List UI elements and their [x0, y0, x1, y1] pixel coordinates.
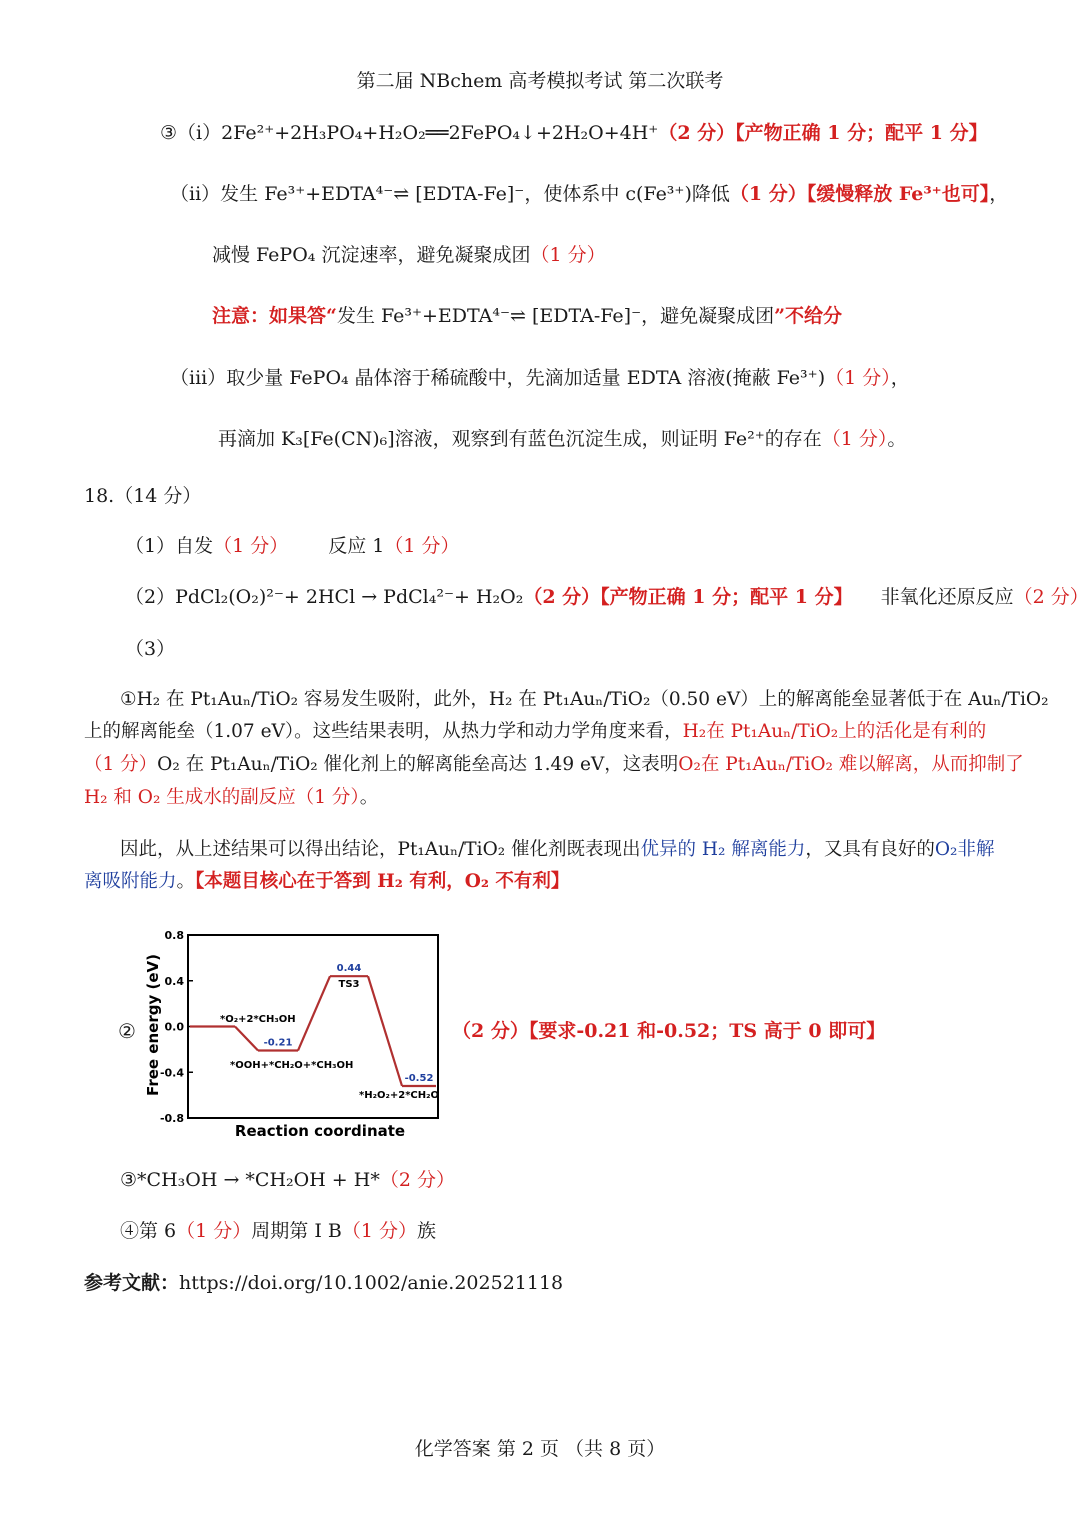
state-label-3: TS3 [338, 979, 360, 990]
state-label-1: *O₂+2*CH₃OH [220, 1014, 296, 1025]
q17-line-6 [218, 426, 906, 452]
q18-part-4-b: 周期第 I B [251, 1220, 342, 1242]
value-label-0: -0.21 [263, 1037, 293, 1049]
state-label-2: *OOH+*CH₂O+*CH₃OH [230, 1060, 354, 1071]
value-label-2: -0.52 [404, 1072, 434, 1084]
q18-part-4 [120, 1218, 436, 1244]
q18-part-1 [125, 533, 460, 559]
value-label-1: 0.44 [336, 963, 362, 975]
q18-part-4-score-a: （1 分） [176, 1220, 252, 1242]
q18-part-2-type: 非氧化还原反应 [880, 586, 1014, 608]
q18-para1-line-3-red: O₂在 Pt₁Auₙ/TiO₂ 难以解离，从而抑制了 [678, 754, 1024, 775]
q18-part-2-type-score: （2 分） [1013, 586, 1089, 608]
energy-profile-chart [140, 925, 450, 1145]
y-tick-label-4: -0.8 [159, 1112, 184, 1125]
q18-para2-line-2-note: 【本题目核心在于答到 H₂ 有利，O₂ 不有利】 [195, 871, 570, 892]
q17-line-2 [170, 181, 1008, 207]
q18-para2-line-2 [84, 869, 569, 895]
reference-label: 参考文献： [84, 1272, 180, 1294]
q18-part-4-score-b: （1 分） [341, 1220, 417, 1242]
q18-para1-line-4 [84, 785, 378, 811]
q17-line-5-text: （iii）取少量 FePO₄ 晶体溶于稀硫酸中，先滴加适量 EDTA 溶液(掩蔽 Fe³⁺) [170, 367, 826, 389]
q18-part-1-a: （1）自发 [125, 535, 214, 557]
q18-para1-line-4-punct: 。 [359, 787, 379, 808]
q17-line-5-punct: ， [890, 367, 910, 389]
q18-part-3-c-score: （2 分） [379, 1169, 455, 1191]
q18-para1-line-4-score: （1 分） [295, 787, 360, 808]
q17-note-suffix: ”不给分 [774, 305, 843, 327]
q17-line-1-score: （2 分）【产物正确 1 分；配平 1 分】 [658, 122, 988, 144]
energy-connector-2 [368, 976, 402, 1086]
q17-line-2-text: （ii）发生 Fe³⁺+EDTA⁴⁻⇌ [EDTA-Fe]⁻，使体系中 c(Fe³⁺)降低 [170, 183, 730, 205]
energy-connector-0 [235, 1027, 258, 1051]
page-title: 第二届 NBchem 高考模拟考试 第二次联考 [356, 70, 724, 92]
q18-para1-line-2 [84, 719, 986, 745]
q18-para1-line-4-red: H₂ 和 O₂ 生成水的副反应 [84, 787, 296, 808]
energy-connector-1 [298, 976, 330, 1050]
q18-para2-line-2-blue: 离吸附能力 [84, 871, 177, 892]
y-tick-label-2: 0.0 [164, 1020, 184, 1034]
q17-line-6-text: 再滴加 K₃[Fe(CN)₆]溶液，观察到有蓝色沉淀生成，则证明 Fe²⁺的存在 [218, 428, 822, 450]
q18-circle-2: ② [118, 1019, 136, 1043]
q18-para1-line-2-red: H₂在 Pt₁Auₙ/TiO₂上的活化是有利的 [682, 721, 987, 742]
y-tick-label-3: -0.4 [159, 1066, 184, 1080]
page-footer: 化学答案 第 2 页 （共 8 页） [414, 1438, 666, 1460]
chart-xlabel: Reaction coordinate [234, 1122, 406, 1140]
q18-part-2 [125, 584, 1089, 610]
q18-para1-line-3-score: （1 分） [84, 754, 158, 775]
q17-line-1-text: ③（i）2Fe²⁺+2H₃PO₄+H₂O₂══2FePO₄↓+2H₂O+4H⁺ [160, 122, 659, 144]
q17-line-3-text: 减慢 FePO₄ 沉淀速率，避免凝聚成团 [212, 244, 531, 266]
q18-part-1-score-a: （1 分） [213, 535, 289, 557]
q17-line-6-punct: 。 [887, 428, 907, 450]
q18-heading: 18.（14 分） [84, 485, 202, 507]
q18-part-4-a: ④第 6 [120, 1220, 177, 1242]
q17-note-prefix: 注意：如果答“ [212, 305, 337, 327]
state-label-4: *H₂O₂+2*CH₂O [359, 1090, 440, 1101]
q18-para1-line-3 [84, 752, 1024, 778]
q18-para2-line-1 [120, 837, 994, 863]
q17-note [212, 303, 842, 329]
q18-part-3-label: （3） [125, 638, 176, 660]
q18-para1-line-2-text: 上的解离能垒（1.07 eV）。这些结果表明，从热力学和动力学角度来看， [84, 721, 683, 742]
chart-score-note: （2 分）【要求-0.21 和-0.52；TS 高于 0 即可】 [452, 1020, 886, 1042]
q18-para1-line-3-text: O₂ 在 Pt₁Auₙ/TiO₂ 催化剂上的解离能垒高达 1.49 eV，这表明 [157, 754, 679, 775]
q17-line-2-score: （1 分）【缓慢释放 Fe³⁺也可】 [729, 183, 990, 205]
q18-para2-line-1-blue-2: O₂非解 [934, 839, 995, 860]
y-tick-label-1: 0.4 [164, 974, 184, 988]
q17-line-3 [212, 242, 606, 268]
q17-line-3-score: （1 分） [530, 244, 606, 266]
y-tick-label-0: 0.8 [164, 929, 184, 942]
q18-part-1-score-b: （1 分） [384, 535, 460, 557]
q18-part-4-c: 族 [416, 1220, 436, 1242]
q18-para2-line-1-mid: ，又具有良好的 [805, 839, 935, 860]
q17-line-1 [160, 120, 988, 146]
q17-line-2-punct: ， [989, 183, 1009, 205]
q17-note-quote: 发生 Fe³⁺+EDTA⁴⁻⇌ [EDTA-Fe]⁻，避免凝聚成团 [336, 305, 775, 327]
q18-part-2-score: （2 分）【产物正确 1 分；配平 1 分】 [523, 586, 853, 608]
q17-line-6-score: （1 分） [821, 428, 888, 450]
chart-ylabel: Free energy (eV) [144, 954, 162, 1096]
q18-part-2-equation: （2）PdCl₂(O₂)²⁻+ 2HCl → PdCl₄²⁻+ H₂O₂ [125, 586, 524, 608]
q17-line-5 [170, 365, 910, 391]
q18-para2-line-2-punct: 。 [176, 871, 196, 892]
q17-line-5-score: （1 分） [825, 367, 891, 389]
q18-part-3-c [120, 1167, 455, 1193]
q18-para1-line-1: ①H₂ 在 Pt₁Auₙ/TiO₂ 容易发生吸附，此外，H₂ 在 Pt₁Auₙ/TiO₂（0.50 eV）上的解离能垒显著低于在 Auₙ/TiO₂ [120, 689, 1049, 710]
q18-para2-line-1-blue: 优异的 H₂ 解离能力 [640, 839, 806, 860]
reference [84, 1270, 563, 1296]
q18-part-3-c-equation: ③*CH₃OH → *CH₂OH + H* [120, 1169, 380, 1191]
q18-part-1-b: 反应 1 [328, 535, 385, 557]
q18-para2-line-1-text: 因此，从上述结果可以得出结论，Pt₁Auₙ/TiO₂ 催化剂既表现出 [120, 839, 641, 860]
reference-link[interactable]: https://doi.org/10.1002/anie.202521118 [179, 1272, 564, 1294]
